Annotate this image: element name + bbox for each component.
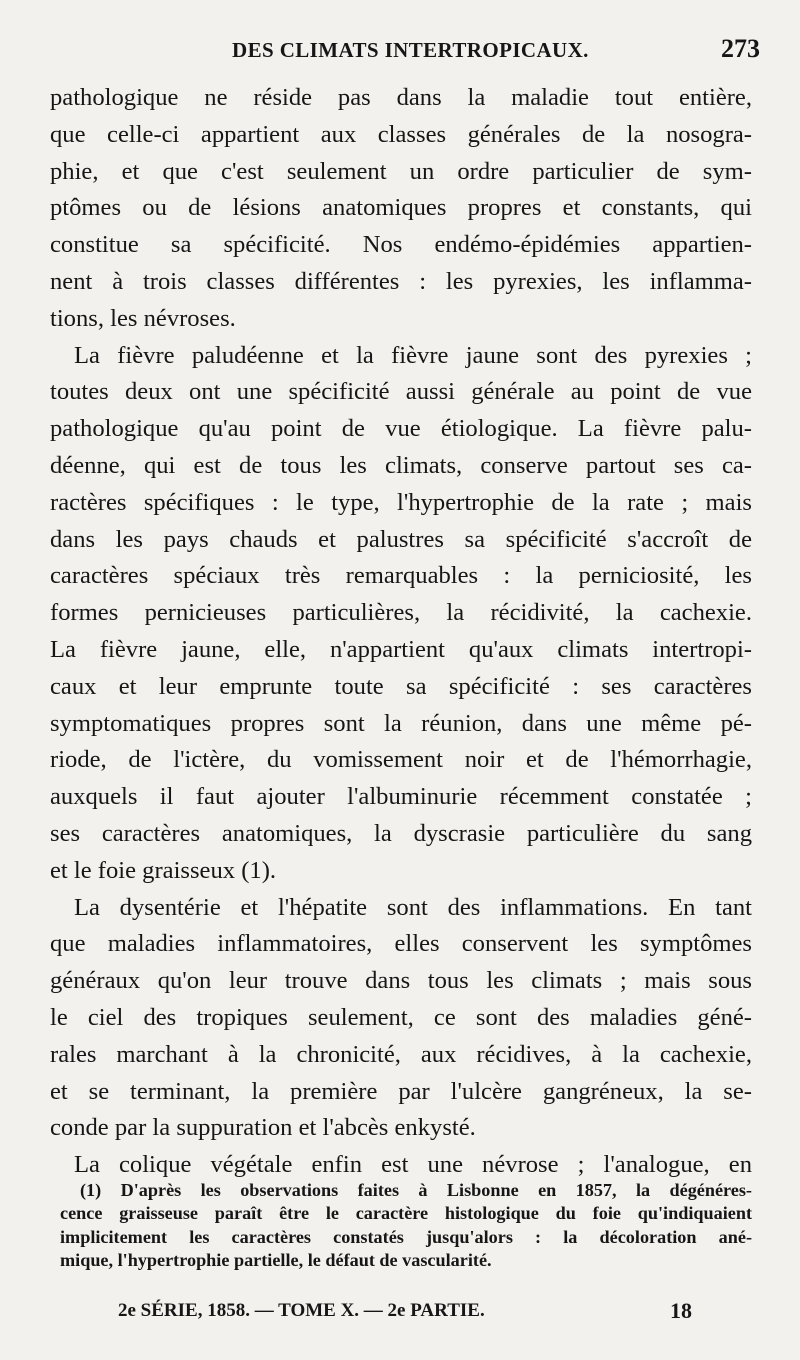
text-line: caractères spéciaux très remarquables : la perniciosité, les bbox=[50, 562, 752, 590]
footnote bbox=[60, 1179, 752, 1273]
text-line: déenne, qui est de tous les climats, conserve partout ses ca- bbox=[50, 451, 752, 479]
text-line: constitue sa spécificité. Nos endémo-épidémies appartien- bbox=[50, 231, 752, 259]
printer-signature bbox=[0, 1298, 800, 1328]
text-line: et le foie graisseux (1). bbox=[50, 856, 277, 884]
text-line: et se terminant, la première par l'ulcère gangréneux, la se- bbox=[50, 1077, 752, 1105]
text-line: tions, les névroses. bbox=[50, 304, 236, 332]
text-line: ses caractères anatomiques, la dyscrasie particulière du sang bbox=[50, 819, 752, 847]
text-line: phie, et que c'est seulement un ordre particulier de sym- bbox=[50, 157, 752, 185]
footnote-line: mique, l'hypertrophie partielle, le défaut de vascularité. bbox=[60, 1250, 492, 1271]
text-line: formes pernicieuses particulières, la récidivité, la cachexie. bbox=[50, 599, 752, 627]
page-header bbox=[0, 30, 800, 70]
text-line: généraux qu'on leur trouve dans tous les climats ; mais sous bbox=[50, 967, 752, 995]
page-number: 273 bbox=[721, 34, 760, 63]
text-line: caux et leur emprunte toute sa spécificité : ses caractères bbox=[50, 672, 752, 700]
footnote-line: cence graisseuse paraît être le caractère histologique du foie qu'indiquaient bbox=[60, 1203, 752, 1224]
text-line: La colique végétale enfin est une névrose ; l'analogue, en bbox=[74, 1151, 752, 1179]
text-line: La fièvre jaune, elle, n'appartient qu'aux climats intertropi- bbox=[50, 635, 752, 663]
text-line: nent à trois classes différentes : les pyrexies, les inflamma- bbox=[50, 267, 752, 295]
text-line: symptomatiques propres sont la réunion, dans une même pé- bbox=[50, 709, 752, 737]
paragraph bbox=[50, 338, 752, 890]
text-line: La dysentérie et l'hépatite sont des inflammations. En tant bbox=[74, 893, 752, 921]
text-line: La fièvre paludéenne et la fièvre jaune sont des pyrexies ; bbox=[74, 341, 752, 369]
footnote-line: (1) D'après les observations faites à Lisbonne en 1857, la dégénéres- bbox=[80, 1180, 752, 1200]
text-line: pathologique qu'au point de vue étiologique. La fièvre palu- bbox=[50, 415, 752, 443]
text-line: ptômes ou de lésions anatomiques propres et constants, qui bbox=[50, 194, 752, 222]
text-line: riode, de l'ictère, du vomissement noir et de l'hémorrhagie, bbox=[50, 746, 752, 774]
series-volume-line: 2e SÉRIE, 1858. — TOME X. — 2e PARTIE. bbox=[118, 1300, 485, 1321]
text-line: le ciel des tropiques seulement, ce sont des maladies géné- bbox=[50, 1003, 752, 1031]
body-text bbox=[50, 80, 752, 1184]
text-line: dans les pays chauds et palustres sa spécificité s'accroît de bbox=[50, 525, 752, 553]
text-line: toutes deux ont une spécificité aussi générale au point de vue bbox=[50, 378, 752, 406]
paragraph bbox=[50, 80, 752, 338]
footnote-line: implicitement les caractères constatés jusqu'alors : la décoloration ané- bbox=[60, 1226, 752, 1247]
text-line: que celle-ci appartient aux classes générales de la nosogra- bbox=[50, 120, 752, 148]
running-title: DES CLIMATS INTERTROPICAUX. bbox=[232, 38, 589, 62]
sheet-number: 18 bbox=[670, 1298, 692, 1323]
paragraph bbox=[50, 890, 752, 1148]
text-line: que maladies inflammatoires, elles conservent les symptômes bbox=[50, 930, 752, 958]
text-line: pathologique ne réside pas dans la maladie tout entière, bbox=[50, 84, 752, 111]
text-line: rales marchant à la chronicité, aux récidives, à la cachexie, bbox=[50, 1040, 752, 1068]
text-line: auxquels il faut ajouter l'albuminurie récemment constatée ; bbox=[50, 783, 752, 811]
text-line: conde par la suppuration et l'abcès enkysté. bbox=[50, 1114, 476, 1142]
text-line: ractères spécifiques : le type, l'hypertrophie de la rate ; mais bbox=[50, 488, 752, 516]
